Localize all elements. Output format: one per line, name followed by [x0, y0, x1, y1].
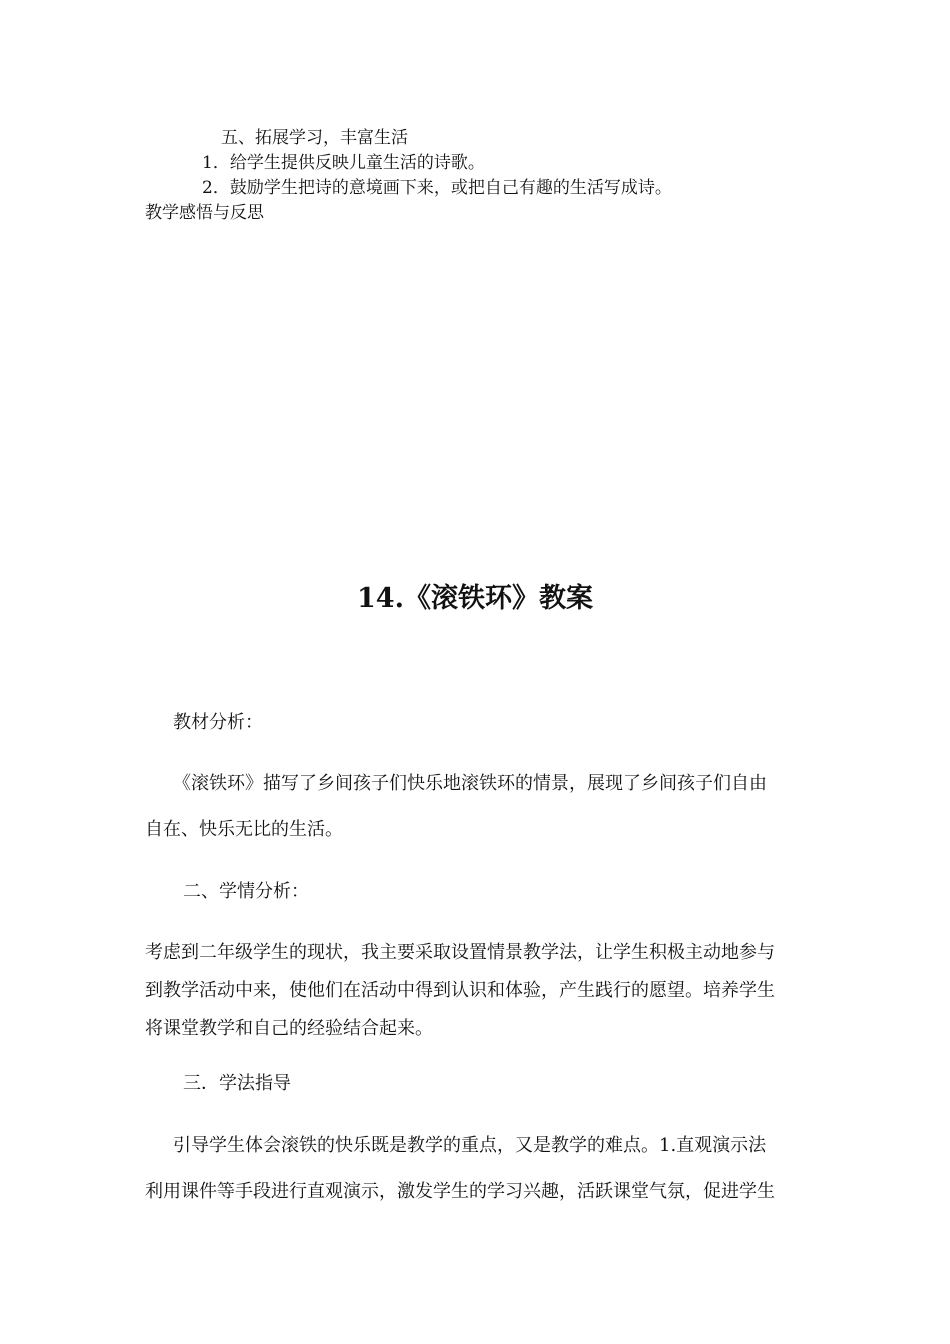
section-heading-material: 教材分析：	[173, 712, 263, 733]
list-item: 2．鼓励学生把诗的意境画下来，或把自己有趣的生活写成诗。	[202, 178, 672, 198]
section-heading-method: 三．学法指导	[183, 1073, 291, 1094]
section-heading-extension: 五、拓展学习，丰富生活	[221, 128, 408, 148]
paragraph-line: 到教学活动中来，使他们在活动中得到认识和体验，产生践行的愿望。培养学生	[145, 980, 775, 1001]
section-heading-learner: 二、学情分析：	[183, 881, 309, 902]
paragraph-line: 《滚铁环》描写了乡间孩子们快乐地滚铁环的情景，展现了乡间孩子们自由	[173, 773, 767, 794]
list-item: 1．给学生提供反映儿童生活的诗歌。	[202, 153, 485, 173]
paragraph-line: 考虑到二年级学生的现状，我主要采取设置情景教学法，让学生积极主动地参与	[145, 942, 775, 963]
paragraph-line: 利用课件等手段进行直观演示，激发学生的学习兴趣，活跃课堂气氛，促进学生	[145, 1181, 775, 1202]
page-title: 14.《滚铁环》教案	[357, 583, 593, 614]
paragraph-line: 引导学生体会滚铁的快乐既是教学的重点，又是教学的难点。1.直观演示法	[173, 1135, 767, 1156]
paragraph-line: 将课堂教学和自己的经验结合起来。	[145, 1018, 433, 1039]
reflection-label: 教学感悟与反思	[145, 203, 264, 223]
paragraph-line: 自在、快乐无比的生活。	[145, 819, 343, 840]
